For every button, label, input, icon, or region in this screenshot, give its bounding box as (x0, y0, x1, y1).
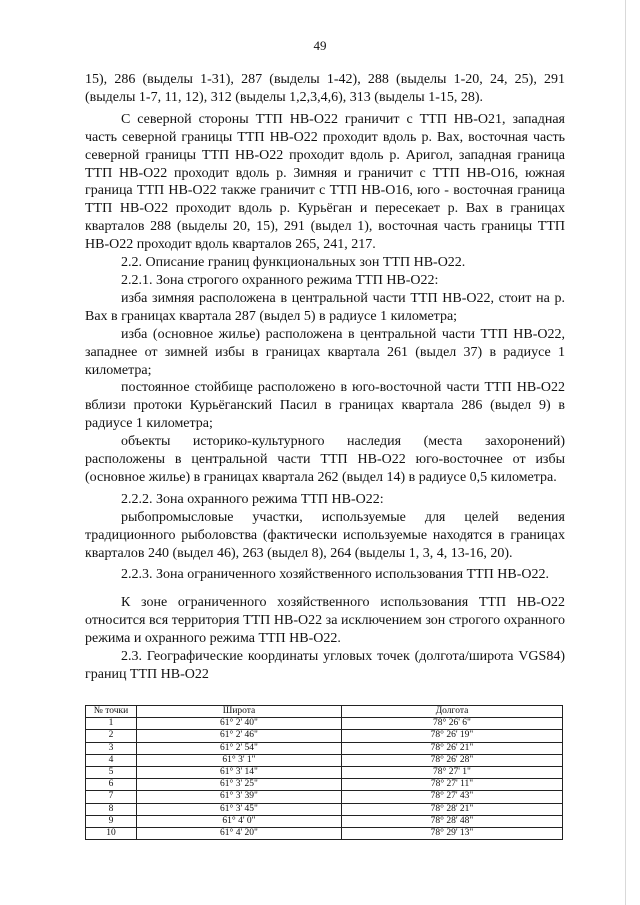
table-row (86, 742, 563, 754)
paragraph-camp: постоянное стойбище расположено в юго-восточной части ТТП НВ-О22 вблизи протоки Курьёганский Пасил в границах квартала 286 (выдел 9) в радиусе 1 километра; (85, 380, 565, 432)
paragraph-winter-hut: изба зимняя расположена в центральной части ТТП НВ-О22, стоит на р. Вах в границах квартала 287 (выдел 5) в радиусе 1 километра; (85, 290, 565, 324)
latitude-cell: 61° 2' 54" (137, 742, 342, 754)
latitude-cell: 61° 2' 40" (137, 718, 342, 730)
paragraph-boundaries: С северной стороны ТТП НВ-О22 граничит с ТТП НВ-О21, западная часть северной границы ТТП НВ-О22 проходит вдоль р. Вах, восточная часть северной границы ТТП НВ-О22 проходит вдоль р. Аригол, западная граница ТТП НВ-О22 проходит вдоль р. Зимняя и граничит с ТТП НВ-О16, южная граница ТТП НВ-О22 также граничит с ТТП НВ-О16, юго - восточная граница ТТП НВ-О22 проходит вдоль р. Курьёган и пересекает р. Вах в границах кварталов 288 (выделы 20, 15), 291 (выдел 1), восточная часть границы ТТП НВ-О22 проходит вдоль кварталов 265, 241, 217. (85, 111, 565, 253)
table-row (86, 828, 563, 840)
longitude-cell: 78° 27' 43" (342, 791, 563, 803)
longitude-cell: 78° 26' 19" (342, 730, 563, 742)
point-number: 4 (86, 754, 137, 766)
table-row (86, 718, 563, 730)
page-number: 49 (313, 38, 327, 53)
latitude-cell: 61° 3' 14" (137, 767, 342, 779)
point-number: 1 (86, 718, 137, 730)
section-heading-2-3: 2.3. Географические координаты угловых точек (долгота/широта VGS84) границ ТТП НВ-О22 (85, 649, 565, 682)
point-number: 7 (86, 791, 137, 803)
point-number: 9 (86, 815, 137, 827)
table-row (86, 730, 563, 742)
section-heading-2-2-1: 2.2.1. Зона строгого охранного режима ТТП НВ-О22: (121, 272, 439, 288)
header-latitude: Широта (137, 706, 342, 718)
table-row (86, 779, 563, 791)
section-heading-2-2-3: 2.2.3. Зона ограниченного хозяйственного использования ТТП НВ-О22. (121, 567, 550, 583)
latitude-cell: 61° 4' 20" (137, 828, 342, 840)
latitude-cell: 61° 3' 45" (137, 803, 342, 815)
table-row (86, 754, 563, 766)
header-longitude: Долгота (342, 706, 563, 718)
table-row (86, 815, 563, 827)
longitude-cell: 78° 26' 6" (342, 718, 563, 730)
scan-edge-line (625, 0, 626, 905)
paragraph-heritage: объекты историко-культурного наследия (места захоронений) расположены в центральной части ТТП НВ-О22 юго-восточнее от избы (основное жилье) в границах квартала 262 (выдел 14) в радиусе 0,5 километра. (85, 434, 565, 485)
longitude-cell: 78° 27' 11" (342, 779, 563, 791)
header-point-number: № точки (86, 706, 137, 718)
latitude-cell: 61° 3' 1" (137, 754, 342, 766)
point-number: 10 (86, 828, 137, 840)
section-heading-2-2-2: 2.2.2. Зона охранного режима ТТП НВ-О22: (121, 491, 384, 507)
point-number: 8 (86, 803, 137, 815)
latitude-cell: 61° 2' 46" (137, 730, 342, 742)
table-row (86, 803, 563, 815)
paragraph-continuation: 15), 286 (выделы 1-31), 287 (выделы 1-42), 288 (выделы 1-20, 24, 25), 291 (выделы 1-7, 11, 12), 312 (выделы 1,2,3,4,6), 313 (выделы 1-15, 28). (85, 72, 565, 105)
table-row (86, 791, 563, 803)
paragraph-main-hut: изба (основное жилье) расположена в центральной части ТТП НВ-О22, западнее от зимней избы в границах квартала 261 (выдел 37) в радиусе 1 километра; (85, 326, 565, 378)
latitude-cell: 61° 3' 25" (137, 779, 342, 791)
point-number: 6 (86, 779, 137, 791)
longitude-cell: 78° 26' 28" (342, 754, 563, 766)
longitude-cell: 78° 26' 21" (342, 742, 563, 754)
table-row (86, 767, 563, 779)
longitude-cell: 78° 27' 1" (342, 767, 563, 779)
longitude-cell: 78° 28' 48" (342, 815, 563, 827)
table-header-row (86, 706, 563, 718)
point-number: 5 (86, 767, 137, 779)
document-body (85, 71, 565, 684)
section-heading-2-2: 2.2. Описание границ функциональных зон ТТП НВ-О22. (121, 255, 466, 271)
latitude-cell: 61° 3' 39" (137, 791, 342, 803)
longitude-cell: 78° 29' 13" (342, 828, 563, 840)
point-number: 2 (86, 730, 137, 742)
longitude-cell: 78° 28' 21" (342, 803, 563, 815)
latitude-cell: 61° 4' 0" (137, 815, 342, 827)
paragraph-limited-zone: К зоне ограниченного хозяйственного использования ТТП НВ-О22 относится вся территория ТТП НВ-О22 за исключением зон строгого охранного режима и охранного режима ТТП НВ-О22. (85, 595, 565, 647)
coordinates-table (85, 705, 563, 840)
point-number: 3 (86, 742, 137, 754)
paragraph-fishing: рыбопромысловые участки, используемые для целей ведения традиционного рыболовства (фактически используемые находятся в границах кварталов 240 (выдел 46), 263 (выдел 8), 264 (выделы 1, 3, 4, 13-16, 20). (85, 509, 565, 561)
